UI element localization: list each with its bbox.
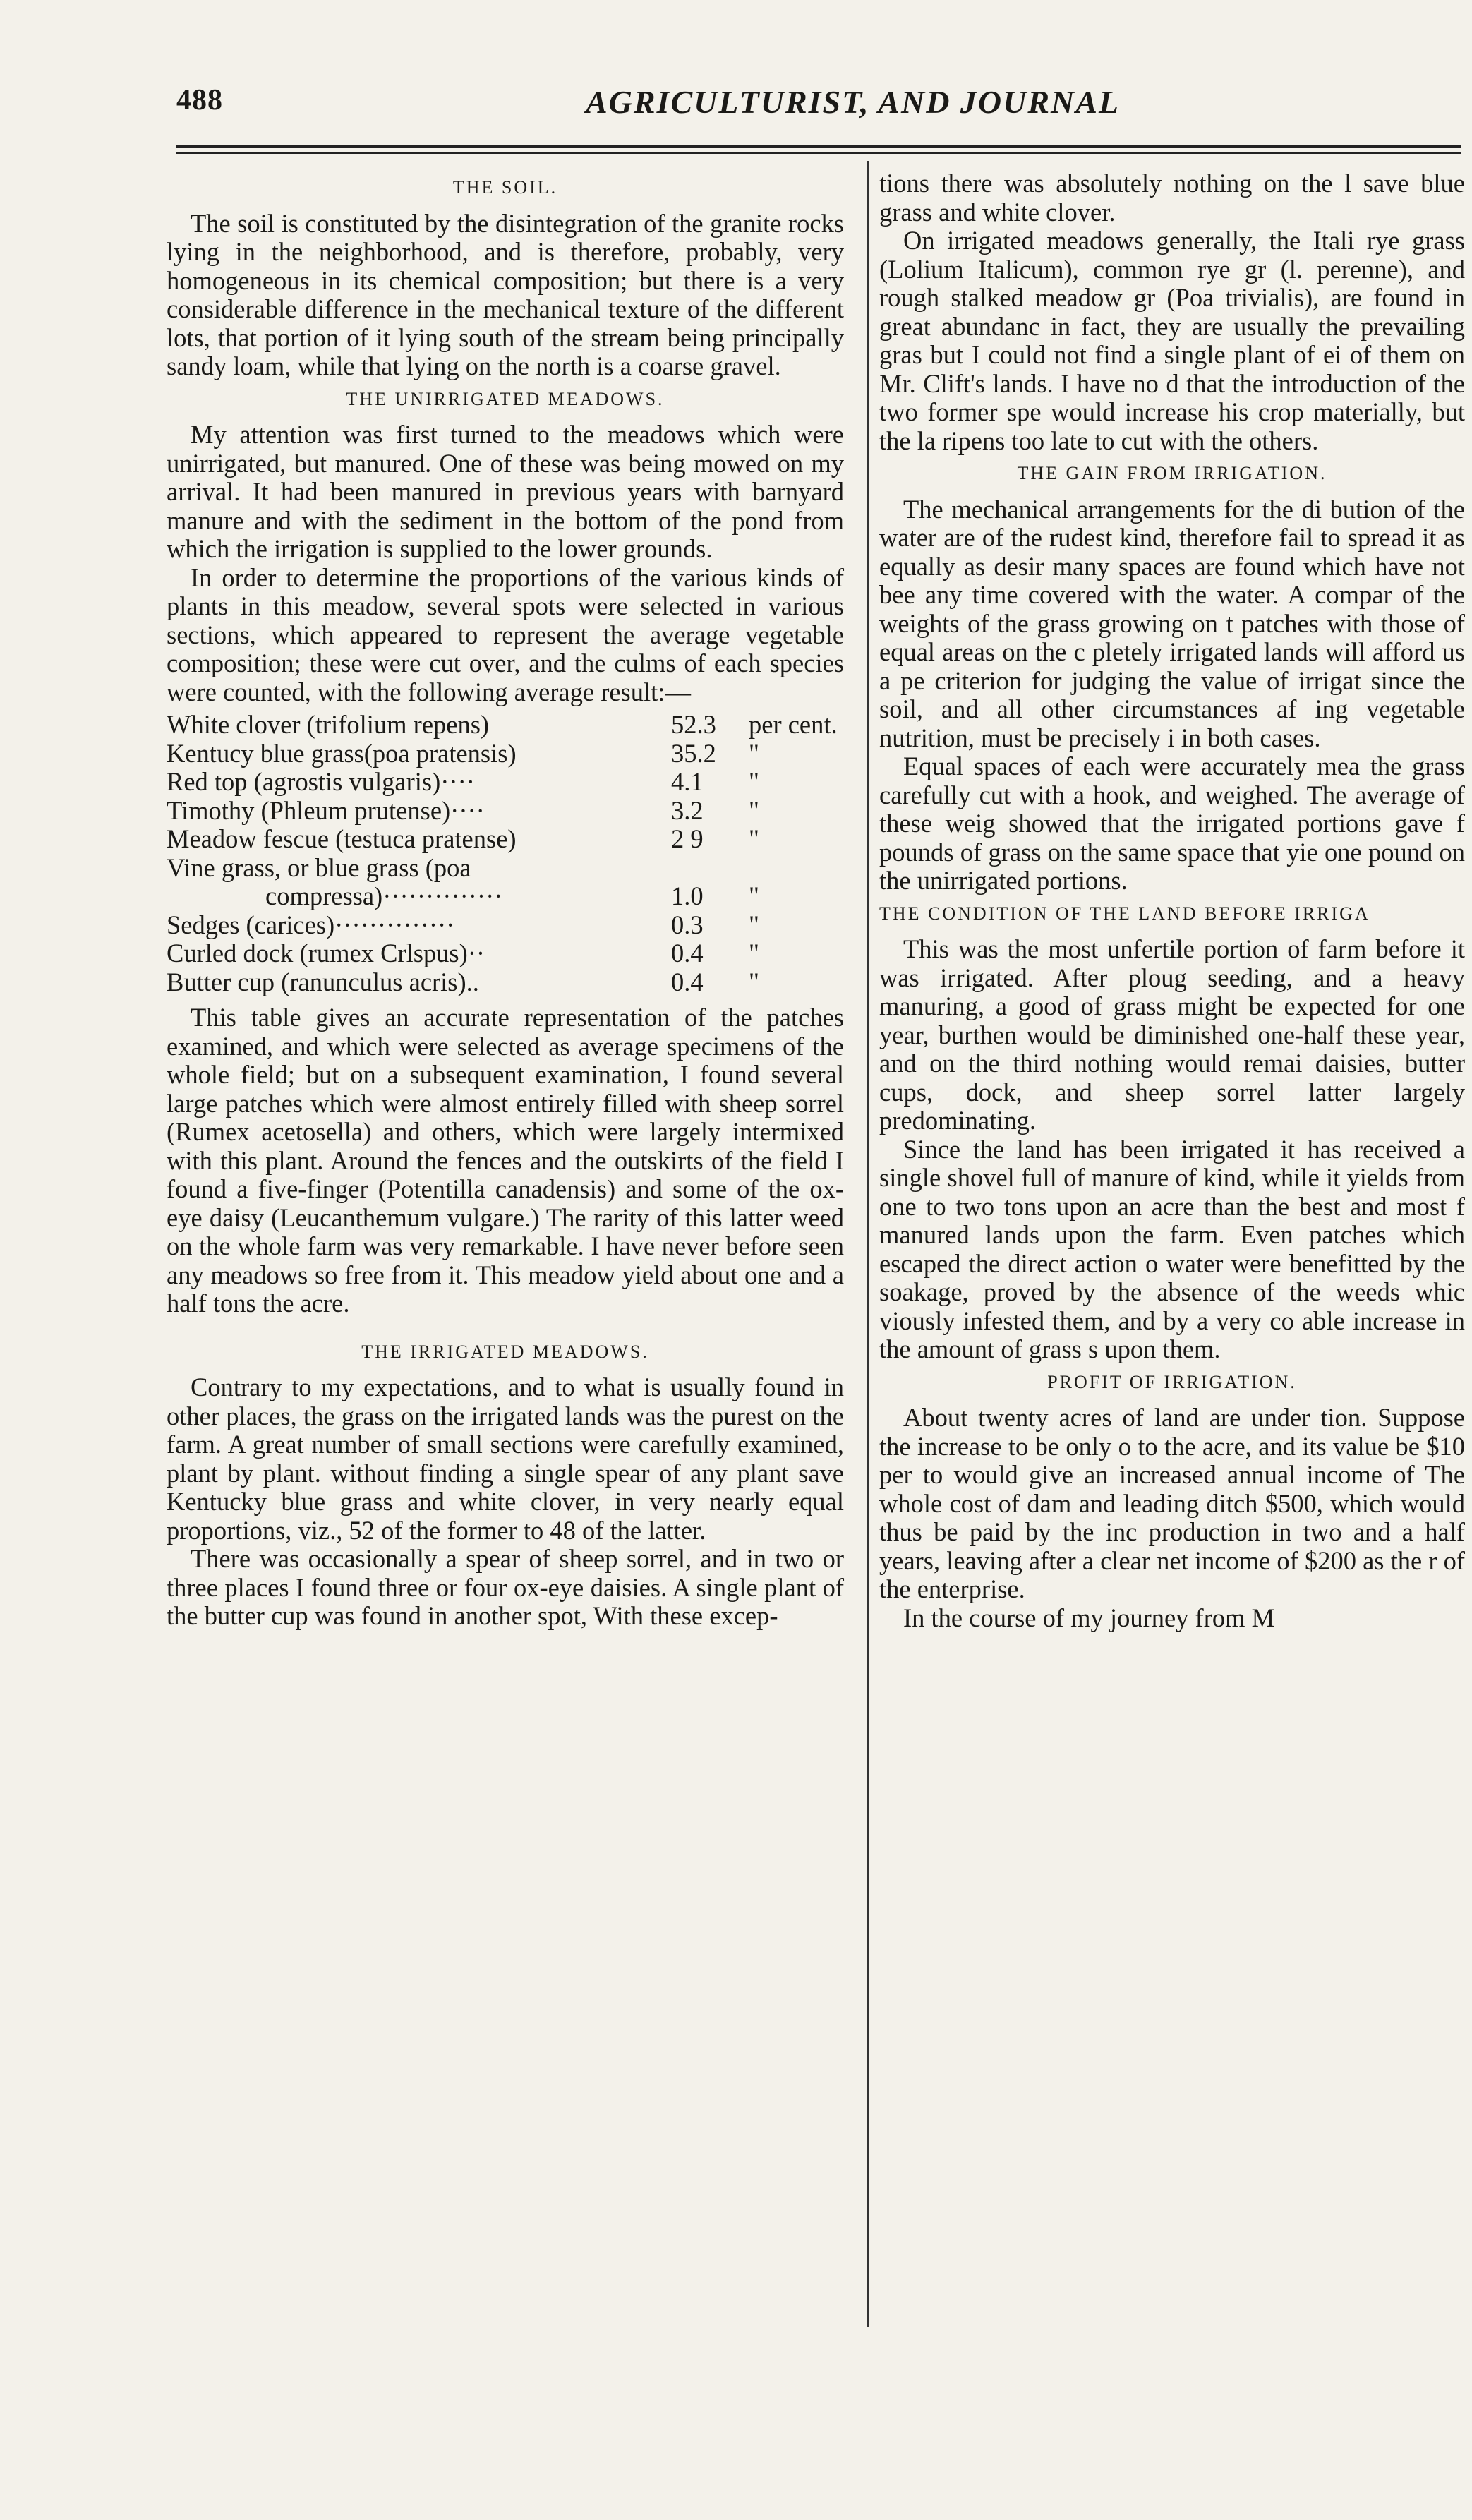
paragraph: About twenty acres of land are under tion. Suppose the increase to be only o to the acre, and its value be $10 per to would give an increased annual income of The whole cost of dam and leading ditch $500, which would thus be paid by the inc production in two and a half years, leaving after a clear net income of $200 as the r of the enterprise.	[879, 1403, 1465, 1603]
species-name: Sedges (carices)··············	[167, 910, 455, 939]
species-percent: 52.3	[671, 710, 716, 739]
species-name: Timothy (Phleum prutense)····	[167, 795, 485, 825]
paragraph: My attention was first turned to the meadows which were unirrigated, but manured. One of these was being mowed on my arrival. It had been manured in previous years with barnyard manure and with the sediment in the bottom of the pond from which the irrigation is supplied to the lower grounds.	[167, 420, 844, 563]
species-percent: 35.2	[671, 738, 716, 768]
species-name: Butter cup (ranunculus acris)..	[167, 967, 479, 996]
paragraph: The soil is constituted by the disintegration of the granite rocks lying in the neighborhood, and is therefore, probably, very homogeneous in its chemical composition; but there is a very considerable difference in the mechanical texture of the different lots, that portion of it lying south of the stream being principally sandy loam, while that lying on the north is a coarse gravel.	[167, 208, 844, 380]
table-row	[167, 768, 844, 797]
paragraph: Contrary to my expectations, and to what is usually found in other places, the grass on the irrigated lands was the purest on the farm. A great number of small sections were carefully examined, plant by plant. without finding a single spear of any plant save Kentucky blue grass and white clover, in very nearly equal proportions, viz., 52 of the former to 48 of the latter.	[167, 1373, 844, 1545]
paragraph: This table gives an accurate representation of the patches examined, and which were selected as average specimens of the whole field; but on a subsequent examination, I found several large patches which were almost entirely filled with sheep sorrel (Rumex acetosella) and others, which were largely intermixed with this plant. Around the fences and the outskirts of the field I found a five-finger (Potentilla canadensis) and some of the ox-eye daisy (Leucanthemum vulgare.) The rarity of this latter weed on the whole farm was very remarkable. I have never before seen any meadows so free from it. This meadow yield about one and a half tons the acre.	[167, 1003, 844, 1318]
species-name: White clover (trifolium repens)	[167, 710, 490, 739]
species-unit: "	[749, 824, 759, 853]
species-name: Kentucy blue grass(poa pratensis)	[167, 738, 517, 768]
species-name: Curled dock (rumex Crlspus)··	[167, 939, 485, 967]
paragraph: The mechanical arrangements for the di bution of the water are of the rudest kind, therefore fail to spread it as equally as desir many spaces are found which have not bee any time covered with the water. A compar of the weights of the grass growing on t patches with those of equal areas on the c pletely irrigated lands will afford us a pe criterion for judging the value of irrigat since the soil, and all other circumstances af ing vegetable nutrition, must be precisely i in both cases.	[879, 494, 1465, 752]
species-unit: "	[749, 738, 759, 768]
paragraph: tions there was absolutely nothing on the l save blue grass and white clover.	[879, 169, 1465, 227]
section-heading-gain: THE GAIN FROM IRRIGATION.	[1017, 463, 1327, 483]
paragraph: On irrigated meadows generally, the Itali rye grass (Lolium Italicum), common rye gr (l. perenne), and rough stalked meadow gr (Poa trivialis), are found in great abundanc in fact, they are usually the prevailing gras but I could not find a single plant of ei of them on Mr. Clift's lands. I have no d that the introduction of the two former spe would increase his crop materially, but the la ripens too late to cut with the others.	[879, 226, 1465, 455]
species-percent: 0.4	[671, 967, 704, 996]
species-percent: 0.3	[671, 910, 704, 939]
running-title: AGRICULTURIST, AND JOURNAL	[586, 84, 1121, 120]
species-unit: per cent.	[749, 710, 838, 739]
table-row	[167, 882, 844, 911]
species-name: Red top (agrostis vulgaris)····	[167, 767, 475, 796]
table-row	[167, 854, 844, 883]
species-name: compressa)··············	[265, 881, 503, 910]
paragraph: There was occasionally a spear of sheep sorrel, and in two or three places I found three or four ox-eye daisies. A single plant of the butter cup was found in another spot, With these excep-	[167, 1544, 844, 1630]
species-unit	[749, 854, 844, 883]
table-row	[167, 797, 844, 826]
left-column	[167, 169, 844, 1631]
species-table	[167, 711, 844, 996]
species-unit: "	[749, 767, 759, 796]
header-rule-thin	[176, 152, 1461, 154]
column-divider	[867, 161, 869, 2327]
table-row	[167, 968, 844, 997]
species-percent: 0.4	[671, 939, 704, 967]
table-row	[167, 825, 844, 854]
species-percent: 3.2	[671, 795, 704, 825]
species-unit: "	[749, 881, 759, 910]
paragraph: In the course of my journey from M	[903, 1603, 1275, 1632]
page-header	[176, 83, 1461, 133]
species-name: Vine grass, or blue grass (poa	[167, 852, 471, 882]
table-row	[167, 939, 844, 968]
paragraph: Equal spaces of each were accurately mea the grass carefully cut with a hook, and weighed. The average of these weig showed that the irrigated portions gave f pounds of grass on the same space that yie one pound on the unirrigated portions.	[879, 752, 1465, 895]
table-row	[167, 740, 844, 768]
spacer	[167, 1318, 844, 1334]
section-heading-profit: PROFIT OF IRRIGATION.	[1047, 1371, 1297, 1392]
right-column	[879, 169, 1465, 1632]
species-unit: "	[749, 939, 759, 967]
paragraph: This was the most unfertile portion of farm before it was irrigated. After ploug seeding, and a heavy manuring, a good of grass might be expected for one year, burthen would be diminished one-half these year, and on the third nothing would remai daisies, butter cups, dock, and sheep sorrel latter largely predominating.	[879, 934, 1465, 1135]
page-number: 488	[176, 84, 223, 116]
species-percent: 2 9	[671, 824, 704, 853]
header-rule-thick	[176, 145, 1461, 148]
species-unit: "	[749, 795, 759, 825]
species-percent: 4.1	[671, 767, 704, 796]
table-row	[167, 711, 844, 740]
paragraph: Since the land has been irrigated it has received a single shovel full of manure of kind, while it yields from one to two tons upon an acre than the best and most f manured lands upon the farm. Even patches which escaped the direct action o water were benefitted by the soakage, proved by the absence of the weeds whic viously infested them, and by a very co able increase in the amount of grass s upon them.	[879, 1134, 1465, 1363]
section-heading-unirrigated: THE UNIRRIGATED MEADOWS.	[346, 388, 665, 409]
table-row	[167, 911, 844, 940]
species-unit: "	[749, 910, 759, 939]
species-percent	[671, 854, 749, 883]
species-name: Meadow fescue (testuca pratense)	[167, 824, 517, 853]
species-unit: "	[749, 967, 759, 996]
section-heading-soil: THE SOIL.	[452, 177, 558, 198]
species-percent: 1.0	[671, 881, 704, 910]
section-heading-condition: THE CONDITION OF THE LAND BEFORE IRRIGA	[879, 903, 1370, 924]
paragraph: In order to determine the proportions of the various kinds of plants in this meadow, several spots were selected in various sections, which appeared to represent the average vegetable composition; these were cut over, and the culms of each species were counted, with the following average result:—	[167, 562, 844, 706]
section-heading-irrigated: THE IRRIGATED MEADOWS.	[361, 1341, 649, 1362]
